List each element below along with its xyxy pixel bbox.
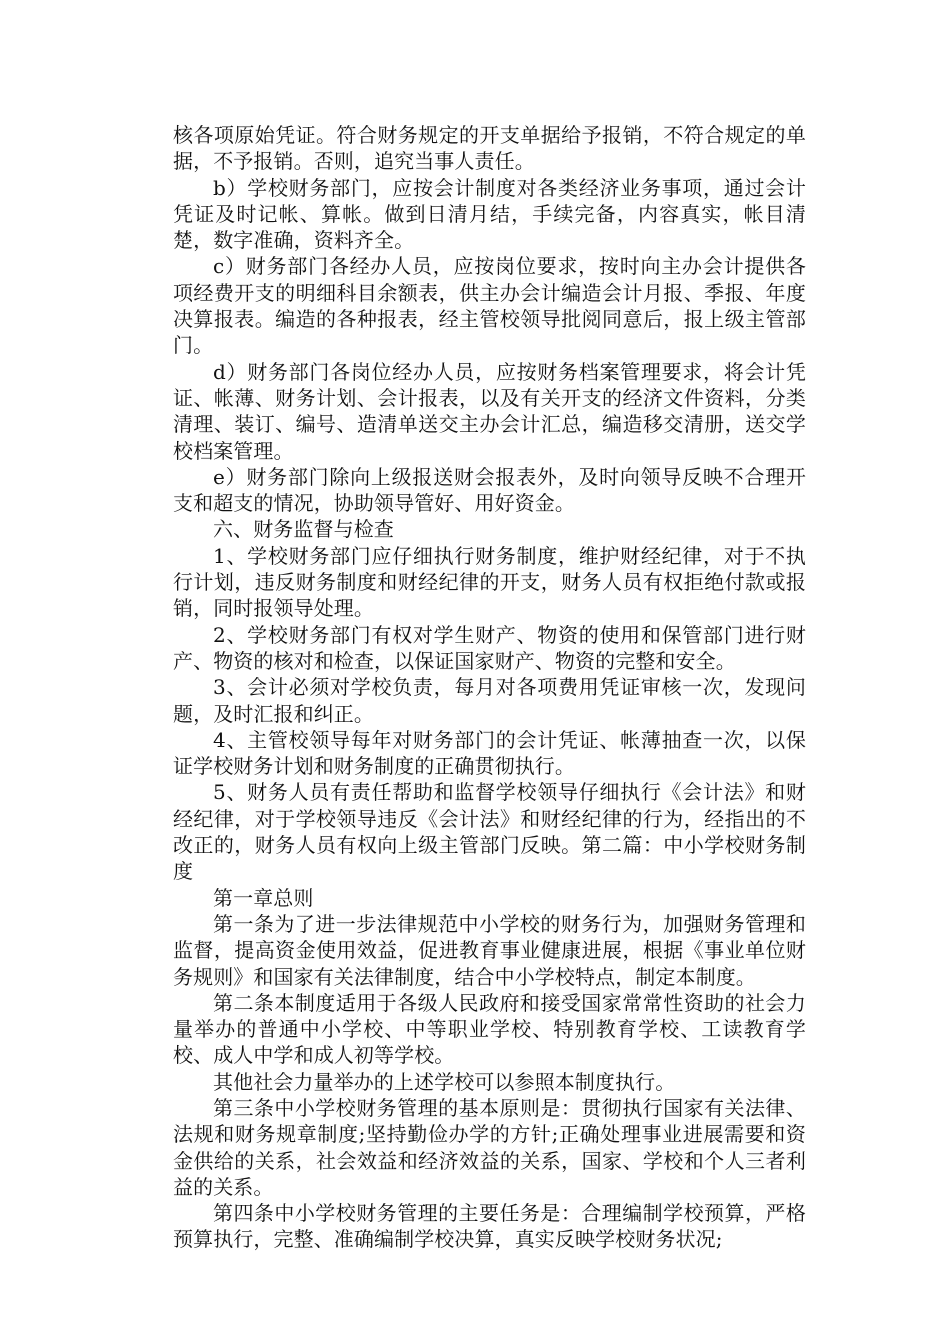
article-2-note: 其他社会力量举办的上述学校可以参照本制度执行。 [213, 1069, 676, 1094]
article-3: 第三条中小学校财务管理的基本原则是：贯彻执行国家有关法律、法规和财务规章制度;坚持勤俭办学的方针;正确处理事业进展需要和资金供给的关系，社会效益和经济效益的关系，国家、学校和个人三者利益的关系。 [173, 1095, 806, 1199]
paragraph-point-2: 2、学校财务部门有权对学生财产、物资的使用和保管部门进行财产、物资的核对和检查，以保证国家财产、物资的完整和安全。 [173, 622, 806, 673]
document-body [173, 122, 806, 1253]
article-2: 第二条本制度适用于各级人民政府和接受国家常常性资助的社会力量举办的普通中小学校、中等职业学校、特别教育学校、工读教育学校、成人中学和成人初等学校。 [173, 990, 806, 1068]
paragraph-point-3: 3、会计必须对学校负责，每月对各项费用凭证审核一次，发现问题，及时汇报和纠正。 [173, 675, 806, 726]
paragraph-point-4: 4、主管校领导每年对财务部门的会计凭证、帐薄抽查一次，以保证学校财务计划和财务制度的正确贯彻执行。 [173, 727, 806, 779]
paragraph-item-d: d）财务部门各岗位经办人员，应按财务档案管理要求，将会计凭证、帐薄、财务计划、会计报表，以及有关开支的经济文件资料，分类清理、装订、编号、造清单送交主办会计汇总，编造移交清册，送交学校档案管理。 [173, 359, 806, 463]
paragraph-item-b: b）学校财务部门，应按会计制度对各类经济业务事项，通过会计凭证及时记帐、算帐。做到日清月结，手续完备，内容真实，帐目清楚，数字准确，资料齐全。 [173, 175, 806, 253]
section-heading-6: 六、财务监督与检查 [213, 517, 394, 542]
paragraph-point-5: 5、财务人员有责任帮助和监督学校领导仔细执行《会计法》和财经纪律，对于学校领导违反《会计法》和财经纪律的行为，经指出的不改正的，财务人员有权向上级主管部门反映。第二篇：中小学校财务制度 [173, 780, 806, 884]
chapter-heading-1: 第一章总则 [213, 885, 314, 910]
paragraph-point-1: 1、学校财务部门应仔细执行财务制度，维护财经纪律，对于不执行计划，违反财务制度和财经纪律的开支，财务人员有权拒绝付款或报销，同时报领导处理。 [173, 543, 806, 621]
article-4: 第四条中小学校财务管理的主要任务是：合理编制学校预算，严格预算执行，完整、准确编制学校决算，真实反映学校财务状况; [173, 1201, 806, 1252]
paragraph-continuation: 核各项原始凭证。符合财务规定的开支单据给予报销，不符合规定的单据，不予报销。否则，追究当事人责任。 [173, 123, 806, 174]
article-1: 第一条为了进一步法律规范中小学校的财务行为，加强财务管理和监督，提高资金使用效益，促进教育事业健康进展，根据《事业单位财务规则》和国家有关法律制度，结合中小学校特点，制定本制度。 [173, 911, 806, 989]
paragraph-item-e: e）财务部门除向上级报送财会报表外，及时向领导反映不合理开支和超支的情况，协助领导管好、用好资金。 [173, 464, 806, 516]
paragraph-item-c: c）财务部门各经办人员，应按岗位要求，按时向主办会计提供各项经费开支的明细科目余额表，供主办会计编造会计月报、季报、年度决算报表。编造的各种报表，经主管校领导批阅同意后，报上级主管部门。 [173, 254, 806, 358]
